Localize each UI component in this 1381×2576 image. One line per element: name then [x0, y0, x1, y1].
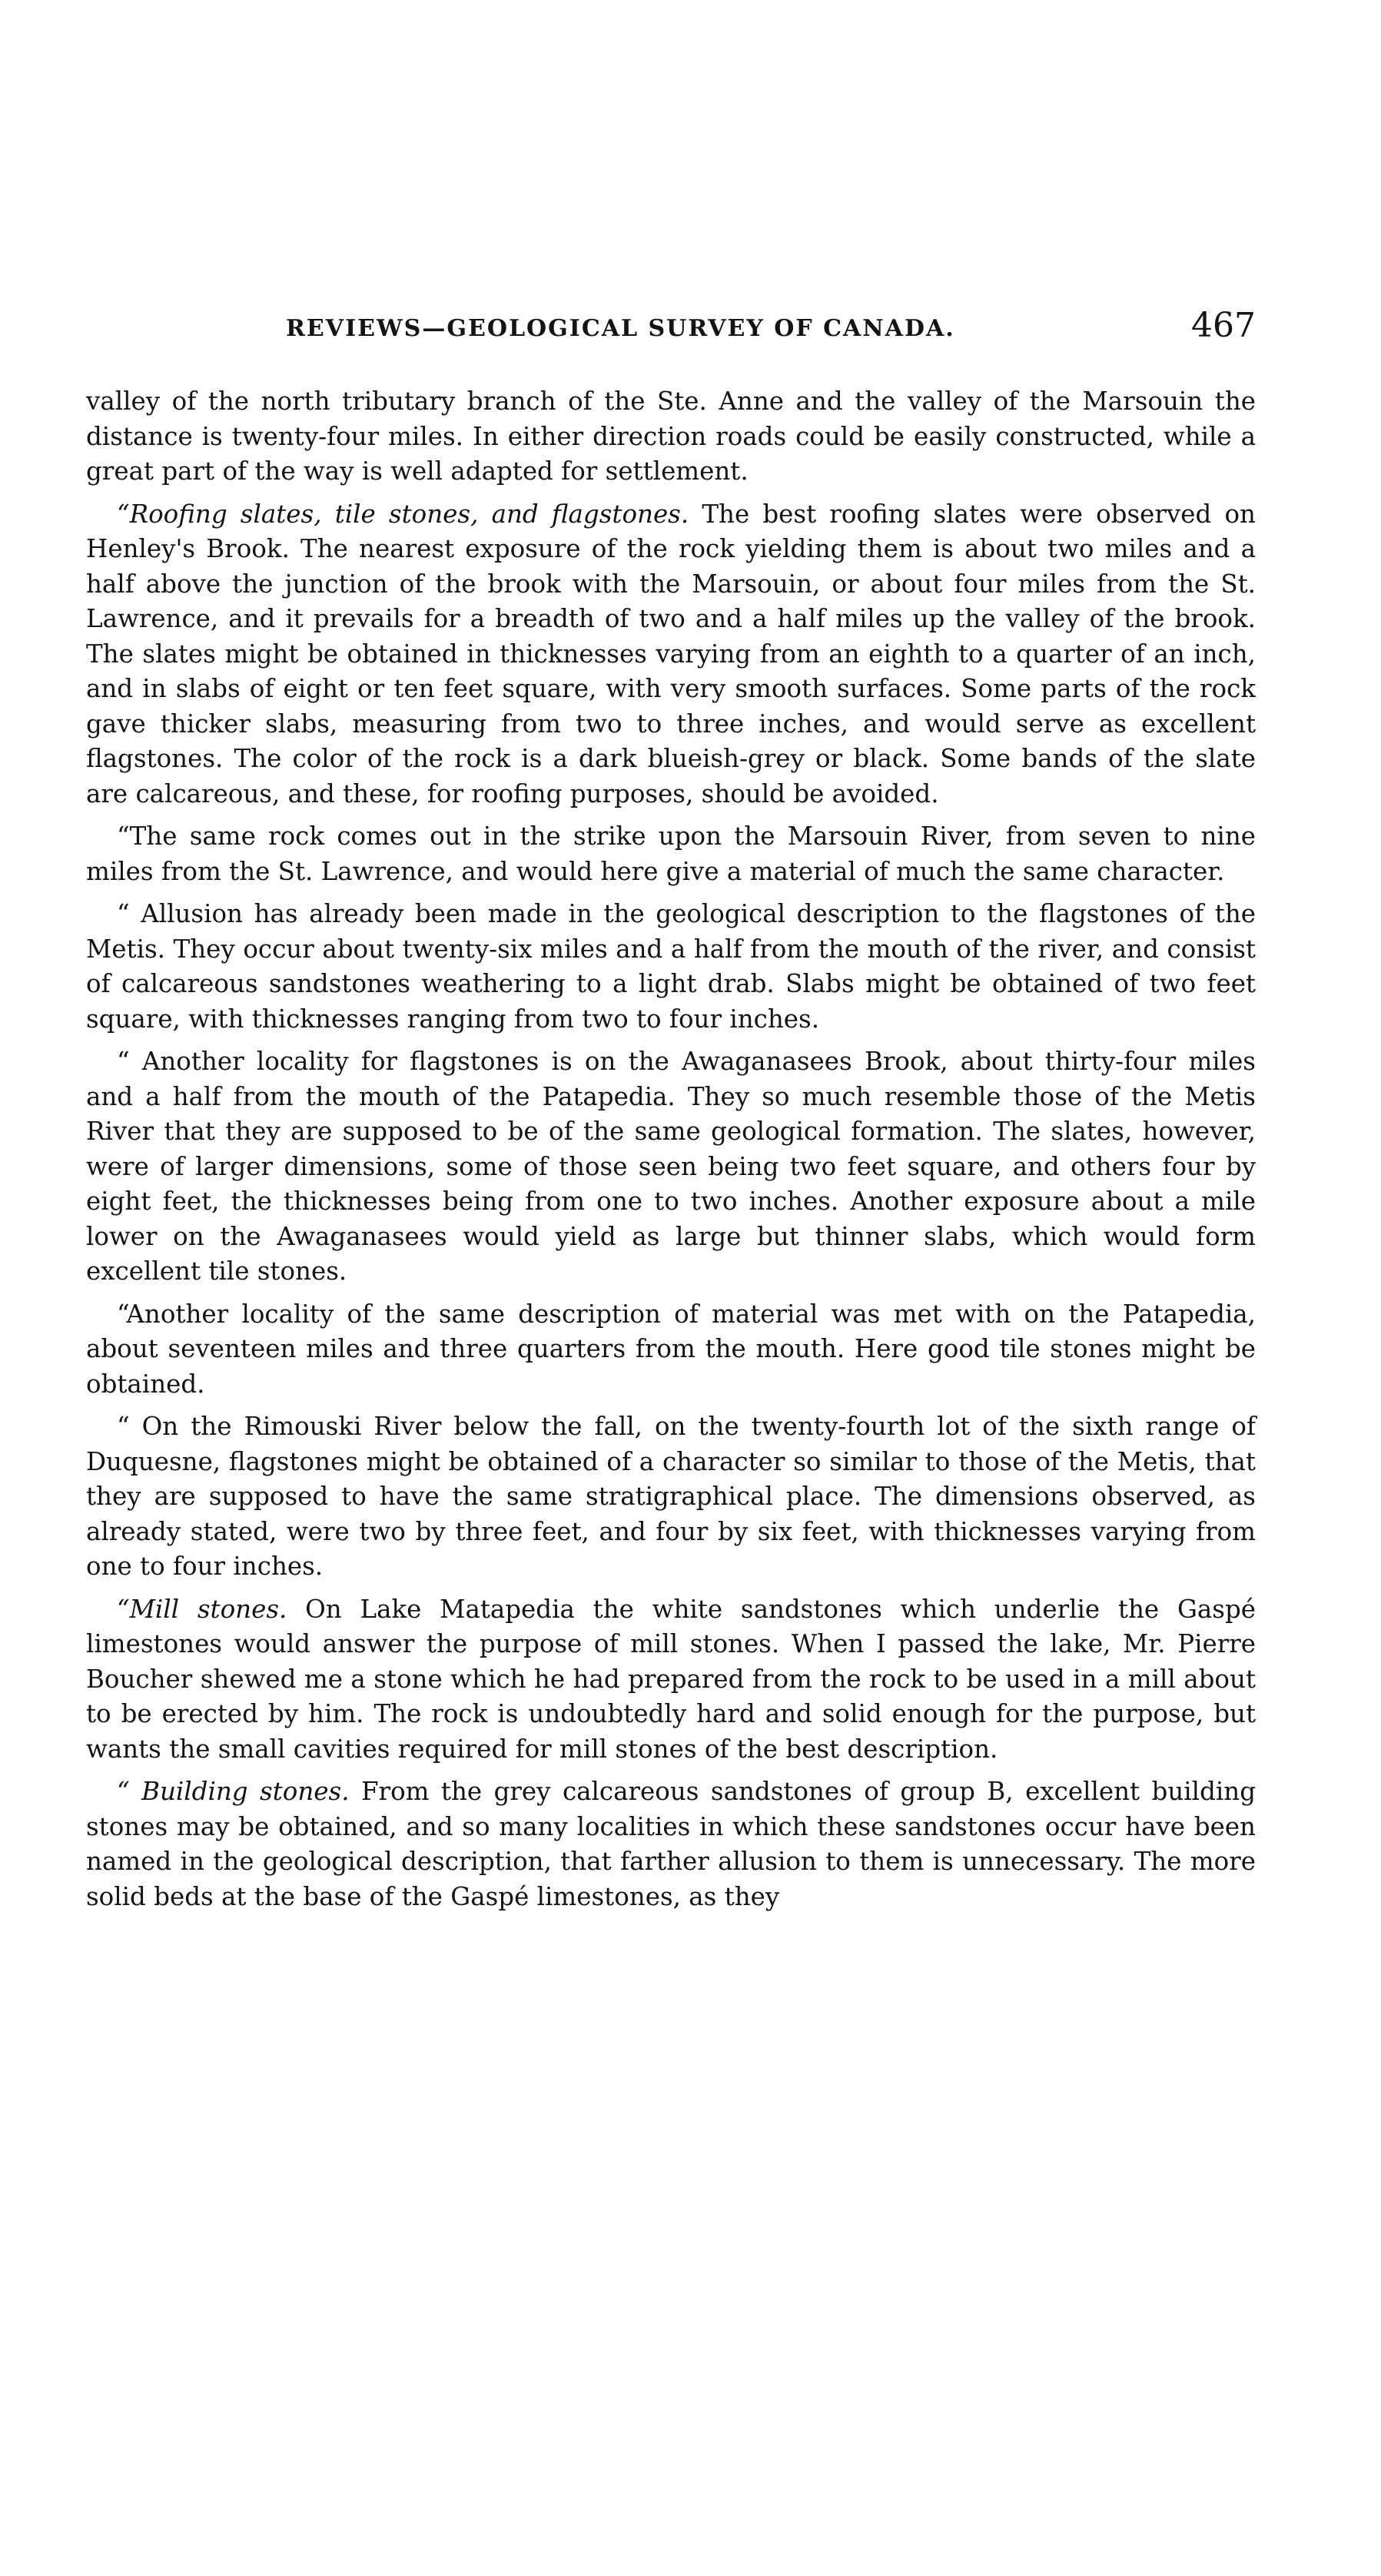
- paragraph-text: On Lake Matapedia the white sandstones which underlie the Gaspé limestones would answer the purpose of mill stones. When I passed the lake, Mr. Pierre Boucher shewed me a stone which he had prepared from the rock to be used in a mill about to be erected by him. The rock is undoubtedly hard and solid enough for the purpose, but wants the small cavities required for mill stones of the best description.: [86, 1594, 1256, 1764]
- paragraph-text: “Another locality of the same description of material was met with on the Patapedia, about seventeen miles and three quarters from the mouth. Here good tile stones might be obtained.: [86, 1299, 1256, 1399]
- paragraph: [86, 897, 1256, 1037]
- paragraph-text: “ On the Rimouski River below the fall, on the twenty-fourth lot of the sixth range of Duquesne, flagstones might be obtained of a character so similar to those of the Metis, that they are supposed to have the same stratigraphical place. The dimensions observed, as already stated, were two by three feet, and four by six feet, with thicknesses varying from one to four inches.: [86, 1412, 1256, 1581]
- body-text: [86, 384, 1256, 1922]
- paragraph: [86, 384, 1256, 490]
- paragraph: [86, 819, 1256, 889]
- paragraph: [86, 1774, 1256, 1914]
- paragraph-lead: “ Building stones.: [117, 1777, 350, 1806]
- paragraph: [86, 1044, 1256, 1290]
- paragraph: [86, 1592, 1256, 1768]
- paragraph: [86, 497, 1256, 812]
- running-head: REVIEWS—GEOLOGICAL SURVEY OF CANADA.: [286, 315, 955, 342]
- paragraph-text: The best roofing slates were observed on Henley's Brook. The nearest exposure of the rock yielding them is about two miles and a half above the junction of the brook with the Marsouin, or about four miles from the St. Lawrence, and it prevails for a breadth of two and a half miles up the valley of the brook. The slates might be obtained in thicknesses varying from an eighth to a quarter of an inch, and in slabs of eight or ten feet square, with very smooth surfaces. Some parts of the rock gave thicker slabs, measuring from two to three inches, and would serve as excellent flagstones. The color of the rock is a dark blueish-grey or black. Some bands of the slate are calcareous, and these, for roofing purposes, should be avoided.: [86, 499, 1256, 808]
- page-number: 467: [1191, 306, 1256, 345]
- paragraph: [86, 1409, 1256, 1585]
- paragraph-text: “The same rock comes out in the strike upon the Marsouin River, from seven to nine miles from the St. Lawrence, and would here give a material of much the same character.: [86, 822, 1256, 886]
- paragraph-lead: “Roofing slates, tile stones, and flagstones.: [117, 499, 689, 529]
- paragraph-text: From the grey calcareous sandstones of group B, excellent building stones may be obtained, and so many localities in which these sandstones occur have been named in the geological description, that farther allusion to them is unnecessary. The more solid beds at the base of the Gaspé limestones, as they: [86, 1777, 1256, 1911]
- paragraph-text: valley of the north tributary branch of the Ste. Anne and the valley of the Marsouin the distance is twenty-four miles. In either direction roads could be easily constructed, while a great part of the way is well adapted for settlement.: [86, 387, 1256, 486]
- paragraph: [86, 1297, 1256, 1403]
- paragraph-text: “ Allusion has already been made in the geological description to the flagstones of the Metis. They occur about twenty-six miles and a half from the mouth of the river, and consist of calcareous sandstones weathering to a light drab. Slabs might be obtained of two feet square, with thicknesses ranging from two to four inches.: [86, 899, 1256, 1034]
- paragraph-text: “ Another locality for flagstones is on the Awaganasees Brook, about thirty-four miles and a half from the mouth of the Patapedia. They so much resemble those of the Metis River that they are supposed to be of the same geological formation. The slates, however, were of larger dimensions, some of those seen being two feet square, and others four by eight feet, the thicknesses being from one to two inches. Another exposure about a mile lower on the Awaganasees would yield as large but thinner slabs, which would form excellent tile stones.: [86, 1047, 1256, 1286]
- page-header: [286, 306, 1256, 360]
- paragraph-lead: “Mill stones.: [117, 1594, 287, 1624]
